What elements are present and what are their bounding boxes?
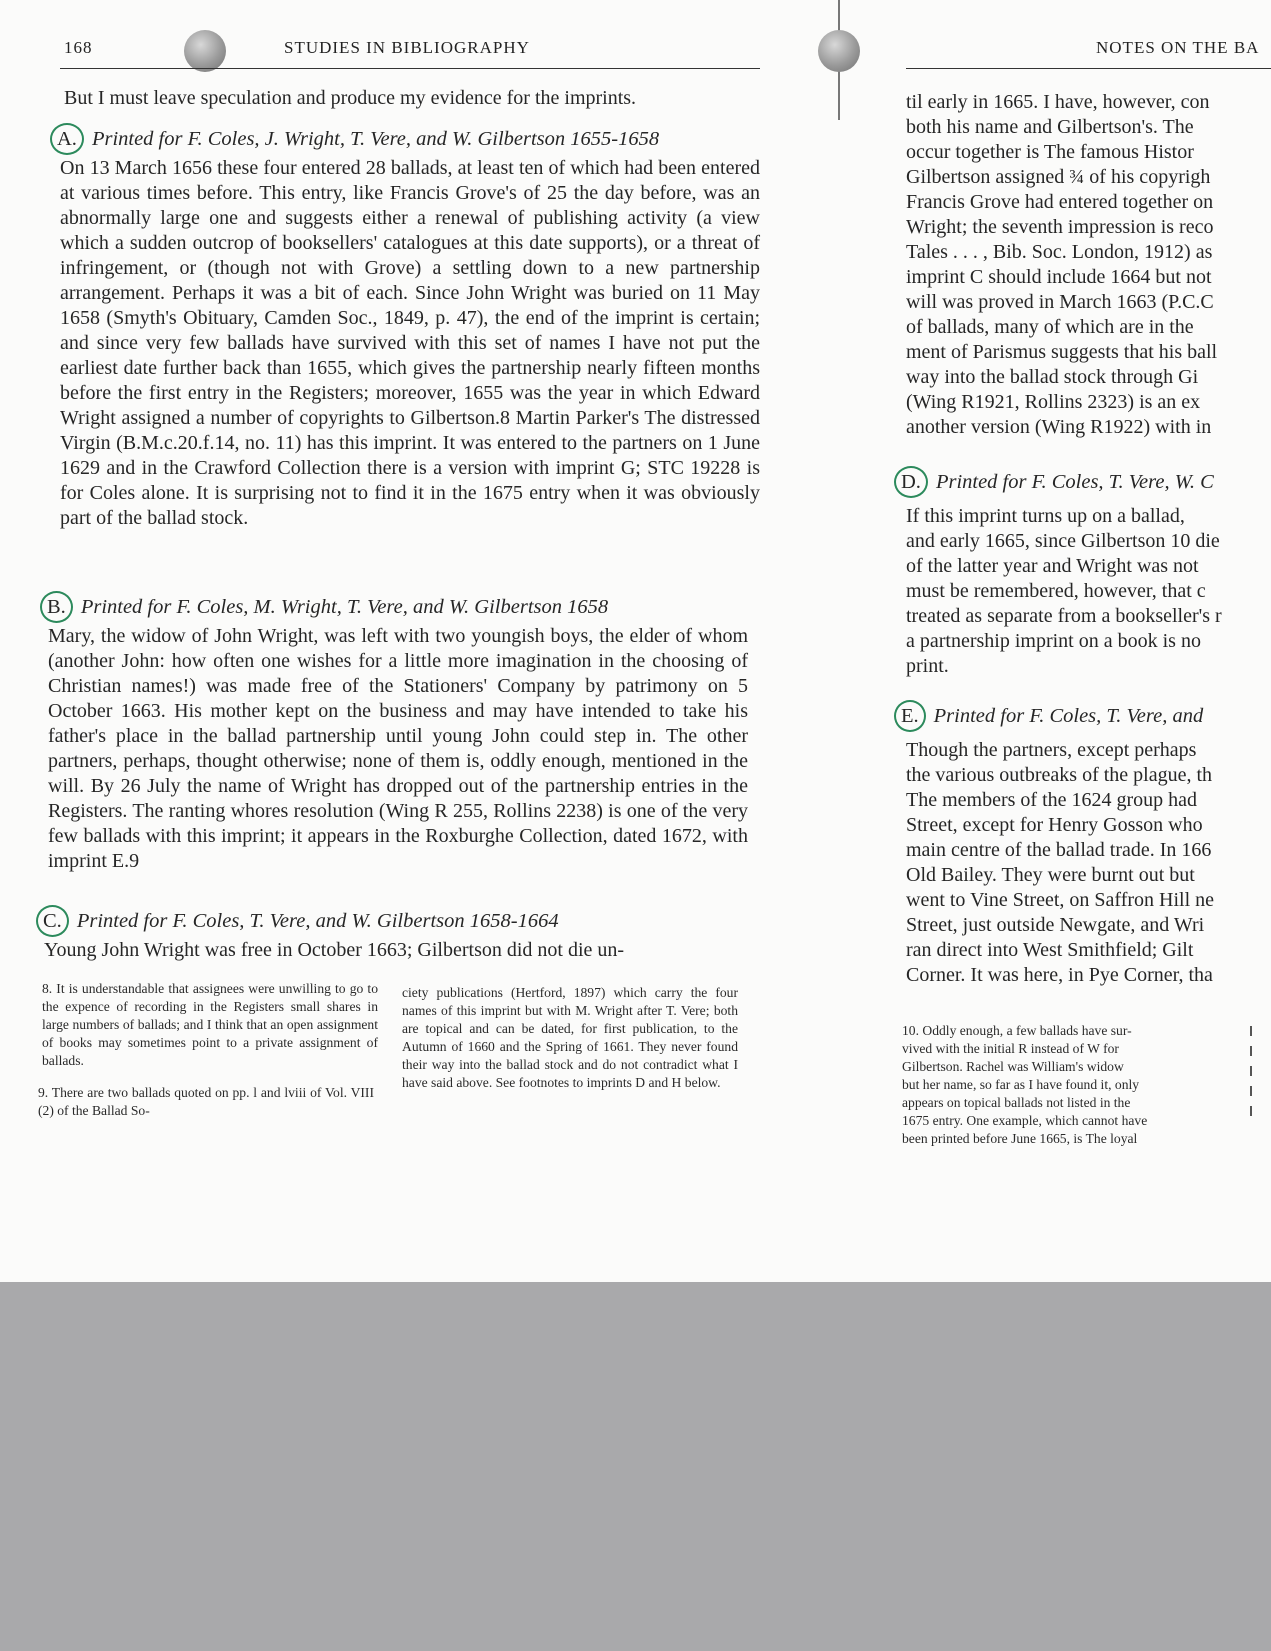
right-top-paragraph: til early in 1665. I have, however, con both his name and Gilbertson's. The occur together is The famous Histor Gilbertson assigned ¾ of his copyrigh Francis Grove had entered together on Wright; the seventh impression is reco Tales . . . , Bib. Soc. London, 1912) as imprint C should include 1664 but not will was proved in March 1663 (P.C.C of ballads, many of which are in the ment of Parismus suggests that his ball way into the ballad stock through Gi (Wing R1921, Rollins 2323) is an ex another version (Wing R1922) with in [906, 91, 1218, 438]
margin-mark [1250, 1106, 1252, 1116]
section-a-body: On 13 March 1656 these four entered 28 ballads, at least ten of which had been entered at various times before. This entry, like Francis Grove's of 25 the day before, was an abnormally large one and suggests either a renewal of publishing activity (a view which a sudden outcrop of booksellers' catalogues at this date supports), or a threat of infringement, or (though not with Grove) a settling down to a new partnership arrangement. Perhaps it was a bit of each. Since John Wright was buried on 11 May 1658 (Smyth's Obituary, Camden Soc., 1849, p. 47), the end of the imprint is certain; and since very few ballads have survived with this set of names I have not put the earliest date further back than 1655, which gives the partnership nearly fifteen months before the first entry in the Registers; moreover, 1655 was the year in which Edward Wright assigned a number of copyrights to Gilbertson.8 Martin Parker's The distressed Virgin (B.M.c.20.f.14, no. 11) has this imprint. It was entered to the partners on 1 June 1629 and in the Crawford Collection there is a version with imprint G; STC 19228 is for Coles alone. It is surprising not to find it in the 1675 entry when it was obviously part of the ballad stock. [60, 157, 760, 529]
margin-mark [1250, 1086, 1252, 1096]
margin-mark [1250, 1066, 1252, 1076]
margin-mark [1250, 1026, 1252, 1036]
running-head-right: NOTES ON THE BA [1096, 38, 1260, 57]
footnote-9: 9. There are two ballads quoted on pp. l and lviii of Vol. VIII (2) of the Ballad So- [38, 1085, 374, 1118]
punch-hole-left [184, 30, 226, 72]
running-head-left: STUDIES IN BIBLIOGRAPHY [284, 38, 530, 57]
section-b-body: Mary, the widow of John Wright, was left with two youngish boys, the elder of whom (another John: how often one wishes for a little more imagination in the choosing of Christian names!) was made free of the Stationers' Company by patrimony on 5 October 1663. His mother kept on the business and may have intended to take his father's place in the ballad partnership until young John could step in. The other partners, perhaps, thought otherwise; none of them is, oddly enough, mentioned in the will. By 26 July the name of Wright has dropped out of the partnership entries in the Registers. The ranting whores resolution (Wing R 255, Rollins 2238) is one of the very few ballads with this imprint; it appears in the Roxburghe Collection, dated 1672, with imprint E.9 [48, 625, 748, 872]
section-a-marker: A. [50, 123, 84, 155]
header-rule-right [906, 68, 1271, 69]
header-rule-left [60, 68, 760, 69]
page-number: 168 [64, 38, 93, 57]
section-e-heading: E. Printed for F. Coles, T. Vere, and [894, 700, 1203, 732]
footnote-10: 10. Oddly enough, a few ballads have sur- vived with the initial R instead of W for Gilbertson. Rachel was William's widow but her name, so far as I have found it, only appears on topical ballads not listed in the 1675 entry. One example, which cannot have been printed before June 1665, is The loyal [902, 1023, 1148, 1146]
section-b-heading: B. Printed for F. Coles, M. Wright, T. Vere, and W. Gilbertson 1658 [40, 591, 608, 623]
intro-paragraph: But I must leave speculation and produce my evidence for the imprints. [64, 87, 637, 109]
punch-hole-right [818, 30, 860, 72]
section-a-heading: A. Printed for F. Coles, J. Wright, T. Vere, and W. Gilbertson 1655-1658 [50, 123, 659, 155]
section-c-body: Young John Wright was free in October 1663; Gilbertson did not die un- [44, 939, 625, 961]
section-e-body: Though the partners, except perhaps the various outbreaks of the plague, th The members of the 1624 group had Street, except for Henry Gosson who main centre of the ballad trade. In 166 Old Bailey. They were burnt out but went to Vine Street, on Saffron Hill ne Street, just outside Newgate, and Wri ran direct into West Smithfield; Gilt Corner. It was here, in Pye Corner, tha [906, 739, 1215, 986]
section-d-marker: D. [894, 466, 928, 498]
section-b-marker: B. [40, 591, 73, 623]
footnote-9-continued: ciety publications (Hertford, 1897) which carry the four names of this imprint but with M. Wright after T. Vere; both are topical and can be dated, for first publication, to the Autumn of 1660 and the Spring of 1661. They never found their way into the ballad stock and do not contradict what I have said above. See footnotes to imprints D and H below. [402, 985, 738, 1090]
margin-mark [1250, 1046, 1252, 1056]
section-c-heading: C. Printed for F. Coles, T. Vere, and W. Gilbertson 1658-1664 [36, 905, 559, 937]
section-c-marker: C. [36, 905, 69, 937]
footnote-8: 8. It is understandable that assignees were unwilling to go to the expence of recording in the Registers small shares in large numbers of ballads; and I think that an open assignment of books may sometimes point to a private assignment of ballads. [42, 981, 378, 1068]
section-d-body: If this imprint turns up on a ballad, and early 1665, since Gilbertson 10 die of the latter year and Wright was not must be remembered, however, that c treated as separate from a bookseller's r a partnership imprint on a book is no print. [906, 505, 1222, 677]
section-e-marker: E. [894, 700, 926, 732]
scanner-background [0, 1282, 1271, 1651]
section-d-heading: D. Printed for F. Coles, T. Vere, W. C [894, 466, 1214, 498]
